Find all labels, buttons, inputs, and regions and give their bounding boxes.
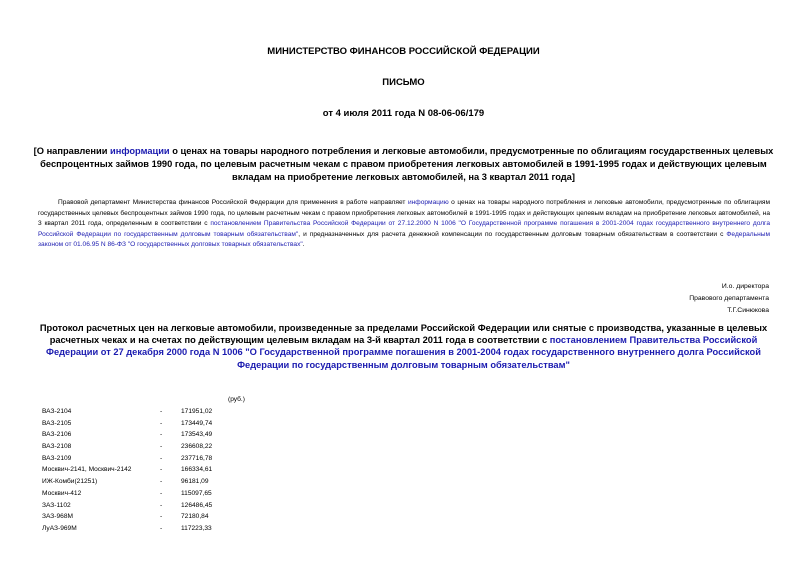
currency-unit: (руб.) <box>228 396 245 403</box>
dash-separator: - <box>160 454 163 462</box>
body-part-4: . <box>302 241 305 249</box>
body-part-1: Правовой департамент Министерства финансов Российской Федерации для применения в работе направляет <box>58 199 408 206</box>
government-decree-link[interactable]: постановлением Правительства Российской Федерации от 27.12.2000 N 1006 "О Государственной программе погашения в 2001-2004 годах государственного внутреннего долга Российской Федерации по государственным долговым товарным обязательствам" <box>38 220 770 238</box>
protocol-title <box>36 322 771 371</box>
ministry-title: МИНИСТЕРСТВО ФИНАНСОВ РОССИЙСКОЙ ФЕДЕРАЦИИ <box>267 46 540 57</box>
dash-separator: - <box>160 408 163 415</box>
car-model: ВАЗ-2106 <box>42 431 72 439</box>
dash-separator: - <box>160 478 163 486</box>
table-row <box>42 431 282 443</box>
car-model: Москвич-412 <box>42 489 82 497</box>
protocol-decree-link[interactable]: постановлением Правительства Российской Федерации от 27 декабря 2000 года N 1006 "О Государственной программе погашения в 2001-2004 годах государственного внутреннего долга Российской Федерации по государственным долговым товарным обязательствам" <box>46 335 761 370</box>
signature-position: И.о. директора <box>721 283 769 290</box>
car-model: ЗАЗ-1102 <box>42 501 71 509</box>
subject-information-link[interactable]: информации <box>110 146 170 156</box>
dash-separator: - <box>160 431 163 439</box>
document-type: ПИСЬМО <box>382 77 425 88</box>
car-model: ИЖ-Комби(21251) <box>42 478 98 486</box>
car-model: ВАЗ-2108 <box>42 443 72 451</box>
car-price: 72180,84 <box>181 513 209 521</box>
signature-department: Правового департамента <box>689 295 769 302</box>
information-link[interactable]: информацию <box>407 199 449 206</box>
federal-law-link[interactable]: Федеральным законом от 01.06.95 N 86-ФЗ "О государственных долговых товарных обязательствах" <box>38 230 770 249</box>
car-price: 126486,45 <box>181 501 213 509</box>
dash-separator: - <box>160 501 163 509</box>
body-part-2: о ценах на товары народного потребления и легковые автомобили, предусмотренные по облигациям государственных целевых беспроцентных займов 1990 года, по целевым расчетным чекам с правом приобретения легковых автомобилей в 1991-1995 годах и действующих целевым вкладам на приобретение легковых автомобилей, на 3 квартал 2011 года, определенным в соответствии с <box>38 199 770 228</box>
table-row <box>42 420 282 432</box>
car-model: ВАЗ-2109 <box>42 454 72 462</box>
car-price: 237716,78 <box>181 454 213 462</box>
dash-separator: - <box>160 443 163 451</box>
car-model: ЛуАЗ-969М <box>42 524 77 532</box>
car-model: Москвич-2141, Москвич-2142 <box>42 466 132 474</box>
signature-name: Т.Г.Синюкова <box>727 307 769 314</box>
car-price: 173449,74 <box>181 419 213 427</box>
car-price: 171951,02 <box>181 408 213 415</box>
document-date-number: от 4 июля 2011 года N 08-06-06/179 <box>322 108 485 119</box>
subject-open: [О направлении <box>33 146 110 156</box>
car-model: ВАЗ-2104 <box>42 408 72 415</box>
car-price: 115097,65 <box>181 489 212 497</box>
letter-body <box>38 198 770 251</box>
table-row <box>42 525 282 537</box>
dash-separator: - <box>160 466 163 474</box>
car-model: ЗАЗ-968М <box>42 513 73 521</box>
table-row <box>42 513 282 525</box>
table-row <box>42 466 282 478</box>
dash-separator: - <box>160 513 163 521</box>
table-row <box>42 455 282 467</box>
table-row <box>42 490 282 502</box>
document-subject <box>30 145 777 184</box>
dash-separator: - <box>160 524 163 532</box>
car-model: ВАЗ-2105 <box>42 419 72 427</box>
car-price: 166334,61 <box>181 466 213 474</box>
dash-separator: - <box>160 489 163 497</box>
car-price: 117223,33 <box>181 524 212 532</box>
car-price: 96181,09 <box>181 478 209 486</box>
car-price: 236608,22 <box>181 443 213 451</box>
table-row <box>42 443 282 455</box>
subject-rest: о ценах на товары народного потребления и легковые автомобили, предусмотренные по облигациям государственных целевых беспроцентных займов 1990 года, по целевым расчетным чекам с правом приобретения легковых автомобилей в 1991-1995 годах и действующих целевым вкладам на приобретение легковых автомобилей, на 3 квартал 2011 года] <box>40 146 774 182</box>
car-price: 173543,49 <box>181 431 213 439</box>
body-part-3: , и предназначенных для расчета денежной компенсации по государственным долговым товарным обязательствам в соответствии с <box>298 230 727 238</box>
table-row <box>42 502 282 514</box>
table-row <box>42 408 282 420</box>
table-row <box>42 478 282 490</box>
price-table <box>42 408 282 537</box>
dash-separator: - <box>160 419 163 427</box>
protocol-text: Протокол расчетных цен на легковые автомобили, произведенные за пределами Российской Федерации или снятые с производства, указанные в целевых расчетных чеках и на счетах по действующим целевым вкладам на 3-й квартал 2011 года в соответствии с <box>39 323 768 346</box>
